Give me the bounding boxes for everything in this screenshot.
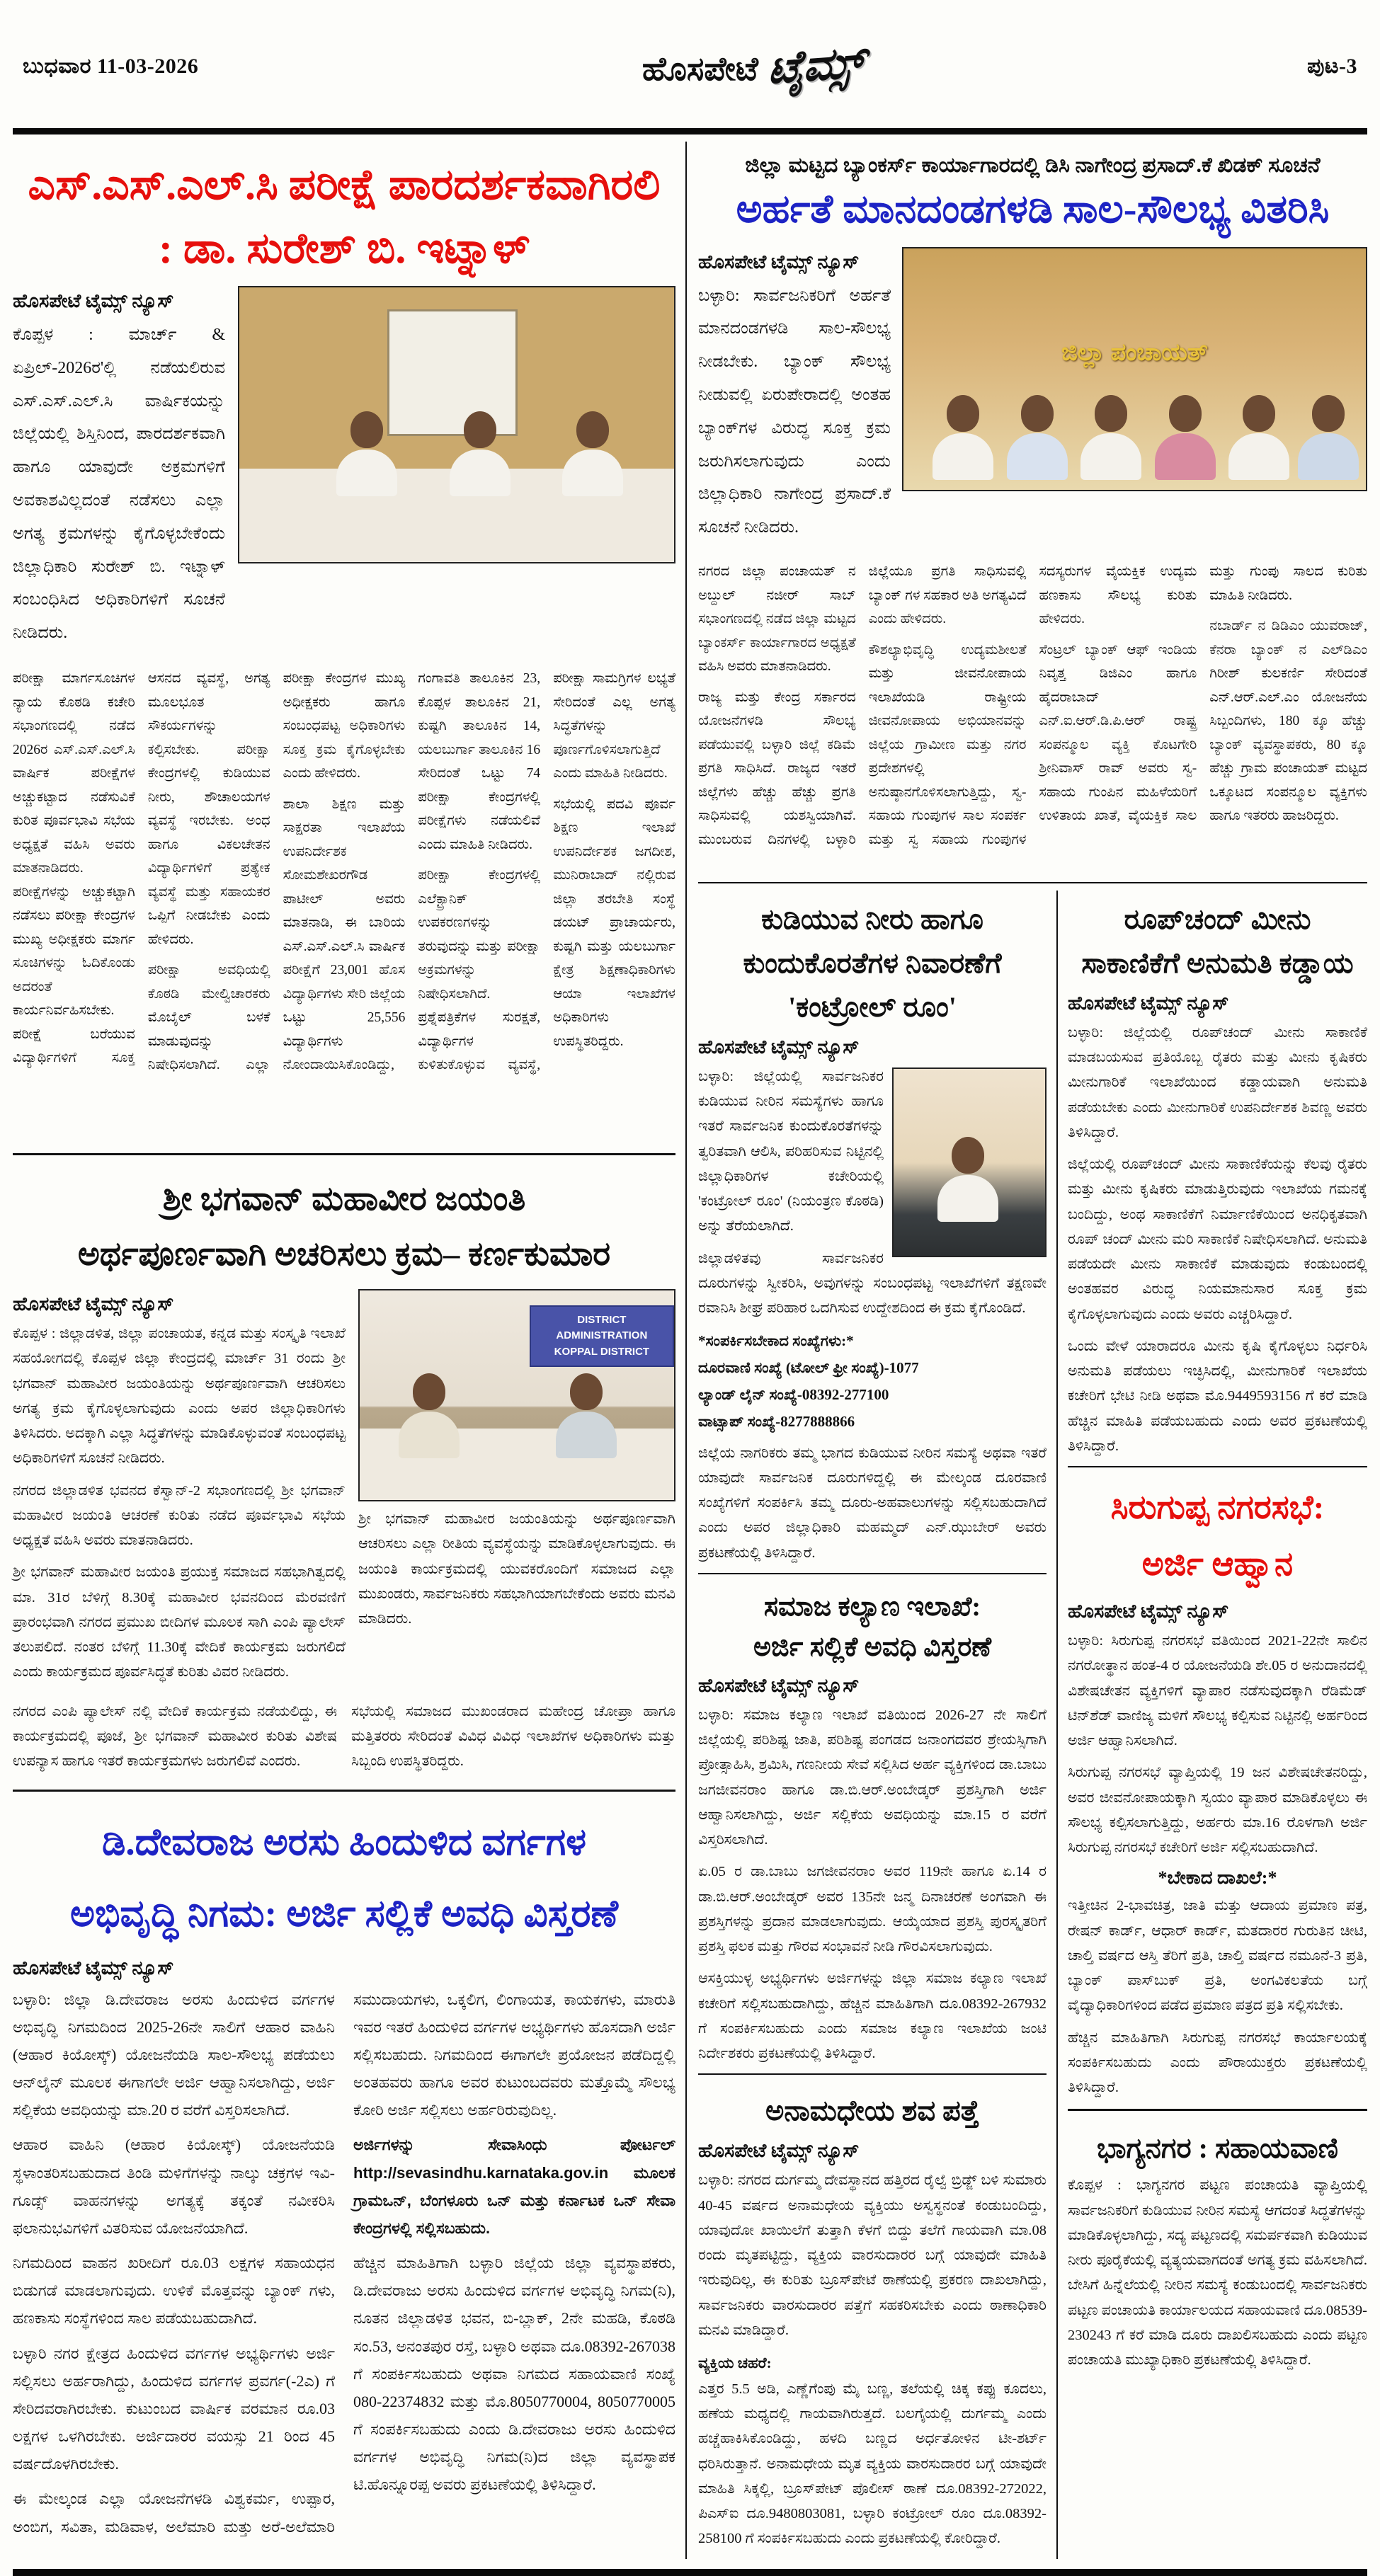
- person-features-label: ವ್ಯಕ್ತಿಯ ಚಹರೆ:: [698, 2354, 772, 2372]
- mahaveer-left-column: [13, 1289, 346, 1693]
- masthead-row: [13, 4, 1367, 128]
- sslc-paragraph: ಪರೀಕ್ಷಾ ಮಾರ್ಗಸೂಚಿಗಳ ನ್ಯಾಯ ಕೊಠಡಿ ಕಚೇರಿ ಸಭಾಂಗಣದಲ್ಲಿ ನಡೆದ 2026ರ ಎಸ್.ಎಸ್.ಎಲ್.ಸಿ ವಾರ್ಷಿಕ ಪರೀಕ್ಷೆಗಳ ಅಚ್ಚುಕಟ್ಟಾದ ನಡೆಸುವಿಕೆ ಕುರಿತ ಪೂರ್ವಭಾವಿ ಸಭೆಯ ಅಧ್ಯಕ್ಷತೆ ವಹಿಸಿ ಅವರು ಮಾತನಾಡಿದರು. ಪರೀಕ್ಷೆಗಳನ್ನು ಅಚ್ಚುಕಟ್ಟಾಗಿ ನಡೆಸಲು ಪರೀಕ್ಷಾ ಕೇಂದ್ರಗಳ ಮುಖ್ಯ ಅಧೀಕ್ಷಕರು ಮಾರ್ಗ ಸೂಚಿಗಳನ್ನು ಓದಿಕೊಂಡು ಅದರಂತೆ ಕಾರ್ಯನಿರ್ವಹಿಸಬೇಕು. ಪರೀಕ್ಷೆ ಬರೆಯುವ ವಿದ್ಯಾರ್ಥಿಗಳಿಗೆ ಸೂಕ್ತ ಆಸನದ ವ್ಯವಸ್ಥೆ, ಅಗತ್ಯ ಮೂಲಭೂತ ಸೌಕರ್ಯಗಳನ್ನು ಕಲ್ಪಿಸಬೇಕು. ಪರೀಕ್ಷಾ ಕೇಂದ್ರಗಳಲ್ಲಿ ಕುಡಿಯುವ ನೀರು, ಶೌಚಾಲಯಗಳ ವ್ಯವಸ್ಥೆ ಇರಬೇಕು. ಅಂಧ ಹಾಗೂ ವಿಕಲಚೇತನ ವಿದ್ಯಾರ್ಥಿಗಳಿಗೆ ಪ್ರತ್ಯೇಕ ವ್ಯವಸ್ಥೆ ಮತ್ತು ಸಹಾಯಕರ ಒಪ್ಪಿಗೆ ನೀಡಬೇಕು ಎಂದು ಹೇಳಿದರು.: [13, 670, 270, 1066]
- article-sslc-exam: [13, 142, 675, 1145]
- devaraj-headline: ಡಿ.ದೇವರಾಜ ಅರಸು ಹಿಂದುಳಿದ ವರ್ಗಗಳ ಅಭಿವೃದ್ಧಿ ನಿಗಮ: ಅರ್ಜಿ ಸಲ್ಲಿಕೆ ಅವಧಿ ವಿಸ್ತರಣೆ: [70, 1822, 618, 1935]
- devaraj-sevasindhu-paragraph: ಅರ್ಜಿಗಳನ್ನು ಸೇವಾಸಿಂಧು ಪೋರ್ಟಲ್ http://sevasindhu.karnataka.gov.in ಮೂಲಕ ಗ್ರಾಮಒನ್, ಬೆಂಗಳೂರು ಒನ್ ಮತ್ತು ಕರ್ನಾಟಕ ಒನ್ ಸೇವಾ ಕೇಂದ್ರಗಳಲ್ಲಿ ಸಲ್ಲಿಸಬಹುದು.: [353, 2136, 675, 2237]
- attendee-figure: [931, 395, 995, 480]
- district-administration-sign: DISTRICT ADMINISTRATION KOPPAL DISTRICT: [530, 1305, 674, 1368]
- siruguppa-closing: ಹೆಚ್ಚಿನ ಮಾಹಿತಿಗಾಗಿ ಸಿರುಗುಪ್ಪ ನಗರಸಭೆ ಕಾರ್ಯಾಲಯಕ್ಕೆ ಸಂಪರ್ಕಿಸಬಹುದು ಎಂದು ಪೌರಾಯುಕ್ತರು ಪ್ರಕಟಣೆಯಲ್ಲಿ ತಿಳಿಸಿದ್ದಾರೆ.: [1068, 2030, 1367, 2095]
- devaraj-byline: ಹೊಸಪೇಟೆ ಟೈಮ್ಸ್ ನ್ಯೂಸ್: [13, 1957, 174, 1979]
- bankers-kicker: ಜಿಲ್ಲಾ ಮಟ್ಟದ ಬ್ಯಾಂಕರ್ಸ್ ಕಾರ್ಯಾಗಾರದಲ್ಲಿ ಡಿಸಿ ನಾಗೇಂದ್ರ ಪ್ರಸಾದ್.ಕೆ ಖಿಡಕ್ ಸೂಚನೆ: [745, 154, 1321, 177]
- mahaveer-paragraph: ನಗರದ ಎಂಪಿ ಪ್ಯಾಲೇಸ್ ನಲ್ಲಿ ವೇದಿಕೆ ಕಾರ್ಯಕ್ರಮ ನಡೆಯಲಿದ್ದು, ಈ ಕಾರ್ಯಕ್ರಮದಲ್ಲಿ ಪೂಜೆ, ಶ್ರೀ ಭಗವಾನ್ ಮಹಾವೀರ ಕುರಿತು ವಿಶೇಷ ಉಪನ್ಯಾಸ ಹಾಗೂ ಇತರೆ ಕಾರ್ಯಕ್ರಮಗಳು ಜರುಗಲಿವೆ ಎಂದರು.: [13, 1703, 337, 1770]
- masthead: [641, 38, 865, 93]
- mahaveer-byline: ಹೊಸಪೇಟೆ ಟೈಮ್ಸ್ ನ್ಯೂಸ್: [13, 1293, 174, 1315]
- bankers-byline: ಹೊಸಪೇಟೆ ಟೈಮ್ಸ್ ನ್ಯೂಸ್: [698, 251, 860, 273]
- control-room-paragraph: ಜಿಲ್ಲಾಡಳಿತವು ಸಾರ್ವಜನಿಕರ ದೂರುಗಳನ್ನು ಸ್ವೀಕರಿಸಿ, ಅವುಗಳನ್ನು ಸಂಬಂಧಪಟ್ಟ ಇಲಾಖೆಗಳಿಗೆ ತಕ್ಷಣವೇ ರವಾನಿಸಿ ಶೀಘ್ರ ಪರಿಹಾರ ಒದಗಿಸುವ ಉದ್ದೇಶದಿಂದ ಈ ಕ್ರಮ ಕೈಗೊಂಡಿದೆ.: [698, 1250, 1047, 1317]
- shava-headline: ಅನಾಮಧೇಯ ಶವ ಪತ್ತೆ: [765, 2095, 979, 2127]
- attendee-figure: [1153, 395, 1217, 480]
- sslc-press-meet-photo: [238, 286, 675, 563]
- section-divider: [698, 1573, 1047, 1574]
- sslc-headline: ಎಸ್.ಎಸ್.ಎಲ್.ಸಿ ಪರೀಕ್ಷೆ ಪಾರದರ್ಶಕವಾಗಿರಲಿ : ಡಾ. ಸುರೇಶ್ ಬಿ. ಇಟ್ನಾಳ್: [28, 161, 661, 272]
- mahaveer-paragraph: ಶ್ರೀ ಭಗವಾನ್ ಮಹಾವೀರ ಜಯಂತಿಯನ್ನು ಅರ್ಥಪೂರ್ಣವಾಗಿ ಆಚರಿಸಲು ಎಲ್ಲಾ ರೀತಿಯ ವ್ಯವಸ್ಥೆಯನ್ನು ಮಾಡಿಕೊಳ್ಳಲಾಗುವುದು. ಈ ಜಯಂತಿ ಕಾರ್ಯಕ್ರಮದಲ್ಲಿ ಯುವಕರೊಂದಿಗೆ ಸಮಾಜದ ಎಲ್ಲಾ ಮುಖಂಡರು, ಸಾರ್ವಜನಿಕರು ಸಹಭಾಗಿಯಾಗಬೇಕೆಂದು ಅವರು ಮನವಿ ಮಾಡಿದರು.: [358, 1511, 675, 1627]
- mahaveer-right-column: [358, 1289, 675, 1693]
- section-divider: [13, 1790, 675, 1792]
- sslc-lead: ಕೊಪ್ಪಳ : ಮಾರ್ಚ್ & ಏಪ್ರಿಲ್-2026ರ'ಲ್ಲಿ ನಡೆಯಲಿರುವ ಎಸ್.ಎಸ್.ಎಲ್.ಸಿ ವಾರ್ಷಿಕಯನ್ನು ಜಿಲ್ಲೆಯಲ್ಲಿ ಶಿಸ್ತಿನಿಂದ, ಪಾರದರ್ಶಕವಾಗಿ ಹಾಗೂ ಯಾವುದೇ ಅಕ್ರಮಗಳಿಗೆ ಅವಕಾಶವಿಲ್ಲದಂತೆ ನಡೆಸಲು ಎಲ್ಲಾ ಅಗತ್ಯ ಕ್ರಮಗಳನ್ನು ಕೈಗೊಳ್ಳಬೇಕೆಂದು ಜಿಲ್ಲಾಧಿಕಾರಿ ಸುರೇಶ್ ಬಿ. ಇಟ್ನಾಳ್ ಸಂಬಂಧಿಸಿದ ಅಧಿಕಾರಿಗಳಿಗೆ ಸೂಚನೆ ನೀಡಿದರು.: [13, 326, 225, 643]
- bankers-paragraph: ನಗರದ ಜಿಲ್ಲಾ ಪಂಚಾಯತ್ ನ ಅಬ್ದುಲ್ ನಜೀರ್ ಸಾಬ್ ಸಭಾಂಗಣದಲ್ಲಿ ನಡೆದ ಜಿಲ್ಲಾ ಮಟ್ಟದ ಬ್ಯಾಂಕರ್ಸ್ ಕಾರ್ಯಾಗಾರದ ಅಧ್ಯಕ್ಷತೆ ವಹಿಸಿ ಅವರು ಮಾತನಾಡಿದರು.: [698, 563, 856, 675]
- devaraj-paragraph: ಆಹಾರ ವಾಹಿನಿ (ಆಹಾರ ಕಿಯೋಸ್ಕ್) ಯೋಜನೆಯಡಿ ಸ್ಥಳಾಂತರಿಸಬಹುದಾದ ತಿಂಡಿ ಮಳಿಗೆಗಳನ್ನು ನಾಲ್ಕು ಚಕ್ರಗಳ ಇವಿ-ಗೂಡ್ಸ್ ವಾಹನಗಳನ್ನು ಅಗತ್ಯಕ್ಕೆ ತಕ್ಕಂತೆ ನವೀಕರಿಸಿ ಫಲಾನುಭವಿಗಳಿಗೆ ವಿತರಿಸುವ ಯೋಜನೆಯಾಗಿದೆ.: [13, 2136, 335, 2237]
- siruguppa-documents-paragraph: ಇತ್ತೀಚಿನ 2-ಭಾವಚಿತ್ರ, ಜಾತಿ ಮತ್ತು ಆದಾಯ ಪ್ರಮಾಣ ಪತ್ರ, ರೇಷನ್ ಕಾರ್ಡ್, ಆಧಾರ್ ಕಾರ್ಡ್, ಮತದಾರರ ಗುರುತಿನ ಚೀಟಿ, ಚಾಲ್ತಿ ವರ್ಷದ ಆಸ್ತಿ ತೆರಿಗೆ ಪ್ರತಿ, ಚಾಲ್ತಿ ವರ್ಷದ ನಮೂನೆ-3 ಪ್ರತಿ, ಬ್ಯಾಂಕ್ ಪಾಸ್‌ಬುಕ್ ಪ್ರತಿ, ಅಂಗವಿಕಲತೆಯ ಬಗ್ಗೆ ವೈದ್ಯಾಧಿಕಾರಿಗಳಿಂದ ಪಡೆದ ಪ್ರಮಾಣ ಪತ್ರದ ಪ್ರತಿ ಸಲ್ಲಿಸಬೇಕು.: [1068, 1898, 1367, 2014]
- sslc-body-columns: [13, 667, 675, 1145]
- bankers-lead-column: [698, 247, 891, 551]
- official-figure: [397, 1373, 461, 1458]
- article-control-room: [698, 891, 1047, 1566]
- siruguppa-byline: ಹೊಸಪೇಟೆ ಟೈಮ್ಸ್ ನ್ಯೂಸ್: [1068, 1601, 1229, 1622]
- officer-at-desk-photo: [892, 1067, 1047, 1257]
- article-samaja-kalyana: [698, 1581, 1047, 2067]
- devaraj-paragraph: ನಿಗಮದಿಂದ ವಾಹನ ಖರೀದಿಗೆ ರೂ.03 ಲಕ್ಷಗಳ ಸಹಾಯಧನ ಬಿಡುಗಡೆ ಮಾಡಲಾಗುವುದು. ಉಳಿಕೆ ಮೊತ್ತವನ್ನು ಬ್ಯಾಂಕ್ ಗಳು, ಹಣಕಾಸು ಸಂಸ್ಥೆಗಳಿಂದ ಸಾಲ ಪಡೆಯಬಹುದಾಗಿದೆ.: [13, 2254, 335, 2328]
- article-unidentified-body: [698, 2082, 1047, 2551]
- mahaveer-headline: ಶ್ರೀ ಭಗವಾನ್ ಮಹಾವೀರ ಜಯಂತಿ ಅರ್ಥಪೂರ್ಣವಾಗಿ ಅಚರಿಸಲು ಕ್ರಮ– ಕರ್ಣಕುಮಾರ: [77, 1180, 611, 1273]
- devaraj-paragraph: ಬಳ್ಳಾರಿ: ಜಿಲ್ಲಾ ಡಿ.ದೇವರಾಜ ಅರಸು ಹಿಂದುಳಿದ ವರ್ಗಗಳ ಅಭಿವೃದ್ಧಿ ನಿಗಮದಿಂದ 2025-26ನೇ ಸಾಲಿಗೆ ಆಹಾರ ವಾಹಿನಿ (ಆಹಾರ ಕಿಯೋಸ್ಕ್) ಯೋಜನೆಯಡಿ ಸಾಲ-ಸೌಲಭ್ಯ ಪಡೆಯಲು ಆನ್‌ಲೈನ್ ಮೂಲಕ ಈಗಾಗಲೇ ಅರ್ಜಿ ಆಹ್ವಾನಿಸಲಾಗಿದ್ದು, ಅರ್ಜಿ ಸಲ್ಲಿಕೆಯ ಅವಧಿಯನ್ನು ಮಾ.20 ರ ವರೆಗೆ ವಿಸ್ತರಿಸಲಾಗಿದೆ.: [13, 1990, 335, 2119]
- page-bottom-rule: [13, 2569, 1367, 2576]
- masthead-name: ಹೊಸಪೇಟೆ: [641, 51, 758, 87]
- section-divider: [698, 2073, 1047, 2075]
- siruguppa-paragraph: ಸಿರುಗುಪ್ಪ ನಗರಸಭೆ ವ್ಯಾಪ್ತಿಯಲ್ಲಿ 19 ಜನ ವಿಶೇಷಚೇತನರಿದ್ದು, ಅವರ ಜೀವನೋಪಾಯಕ್ಕಾಗಿ ಸ್ವಯಂ ವ್ಯಾಪಾರ ಮಾಡಿಕೊಳ್ಳಲು ಈ ಸೌಲಭ್ಯ ಕಲ್ಪಿಸಲಾಗುತ್ತಿದ್ದು, ಅರ್ಹರು ಮಾ.16 ರೊಳಗಾಗಿ ಅರ್ಜಿ ಸಿರುಗುಪ್ಪ ನಗರಸಭೆ ಕಚೇರಿಗೆ ಅರ್ಜಿ ಸಲ್ಲಿಸಬಹುದಾಗಿದೆ.: [1068, 1765, 1367, 1855]
- sslc-byline: ಹೊಸಪೇಟೆ ಟೈಮ್ಸ್ ನ್ಯೂಸ್: [13, 290, 174, 311]
- official-figure: [554, 1373, 618, 1458]
- tollfree-number: ದೂರವಾಣಿ ಸಂಖ್ಯೆ (ಟೋಲ್ ಫ್ರೀ ಸಂಖ್ಯೆ)-1077: [698, 1359, 919, 1377]
- samaja-paragraph: ಆಸಕ್ತಿಯುಳ್ಳ ಅಭ್ಯರ್ಥಿಗಳು ಅರ್ಜಿಗಳನ್ನು ಜಿಲ್ಲಾ ಸಮಾಜ ಕಲ್ಯಾಣ ಇಲಾಖೆ ಕಚೇರಿಗೆ ಸಲ್ಲಿಸಬಹುದಾಗಿದ್ದು, ಹೆಚ್ಚಿನ ಮಾಹಿತಿಗಾಗಿ ದೂ.08392-267932 ಗೆ ಸಂಪರ್ಕಿಸಬಹುದು ಎಂದು ಸಮಾಜ ಕಲ್ಯಾಣ ಇಲಾಖೆಯ ಜಂಟಿ ನಿರ್ದೇಶಕರು ಪ್ರಕಟಣೆಯಲ್ಲಿ ತಿಳಿಸಿದ್ದಾರೆ.: [698, 1971, 1047, 2062]
- attendee-figure: [1296, 395, 1360, 480]
- roopchand-paragraph: ಒಂದು ವೇಳೆ ಯಾರಾದರೂ ಮೀನು ಕೃಷಿ ಕೈಗೊಳ್ಳಲು ನಿರ್ಧರಿಸಿ ಅನುಮತಿ ಪಡೆಯಲು ಇಚ್ಛಿಸಿದಲ್ಲಿ, ಮೀನುಗಾರಿಕೆ ಇಲಾಖೆಯ ಕಚೇರಿಗೆ ಭೇಟಿ ನೀಡಿ ಅಥವಾ ಮೊ.9449593156 ಗೆ ಕರೆ ಮಾಡಿ ಹೆಚ್ಚಿನ ಮಾಹಿತಿ ಪಡೆಯಬಹುದು ಎಂದು ಅವರ ಪ್ರಕಟಣೆಯಲ್ಲಿ ತಿಳಿಸಿದ್ದಾರೆ.: [1068, 1338, 1367, 1454]
- middle-sub-column: [698, 891, 1058, 2559]
- attendee-figure: [1227, 395, 1291, 480]
- official-figure: [561, 411, 625, 496]
- control-room-closing: ಜಿಲ್ಲೆಯ ನಾಗರಿಕರು ತಮ್ಮ ಭಾಗದ ಕುಡಿಯುವ ನೀರಿನ ಸಮಸ್ಯೆ ಅಥವಾ ಇತರೆ ಯಾವುದೇ ಸಾರ್ವಜನಿಕ ದೂರುಗಳಿದ್ದಲ್ಲಿ ಈ ಮೇಲ್ಕಂಡ ದೂರವಾಣಿ ಸಂಖ್ಯೆಗಳಿಗೆ ಸಂಪರ್ಕಿಸಿ ತಮ್ಮ ದೂರು-ಅಹವಾಲುಗಳನ್ನು ಸಲ್ಲಿಸಬಹುದಾಗಿದೆ ಎಂದು ಅಪರ ಜಿಲ್ಲಾಧಿಕಾರಿ ಮಹಮ್ಮದ್ ಎನ್.ಝುಬೇರ್ ಅವರು ಪ್ರಕಟಣೆಯಲ್ಲಿ ತಿಳಿಸಿದ್ದಾರೆ.: [698, 1445, 1047, 1561]
- roopchand-paragraph: ಬಳ್ಳಾರಿ: ಜಿಲ್ಲೆಯಲ್ಲಿ ರೂಪ್‌ಚಂದ್ ಮೀನು ಸಾಕಾಣಿಕೆ ಮಾಡಬಯಸುವ ಪ್ರತಿಯೊಬ್ಬ ರೈತರು ಮತ್ತು ಮೀನು ಕೃಷಿಕರು ಮೀನುಗಾರಿಕೆ ಇಲಾಖೆಯಿಂದ ಕಡ್ಡಾಯವಾಗಿ ಅನುಮತಿ ಪಡೆಯಬೇಕು ಎಂದು ಮೀನುಗಾರಿಕೆ ಉಪನಿರ್ದೇಶಕ ಶಿವಣ್ಣ ಅವರು ತಿಳಿಸಿದ್ದಾರೆ.: [1068, 1024, 1367, 1140]
- samaja-paragraph: ಬಳ್ಳಾರಿ: ಸಮಾಜ ಕಲ್ಯಾಣ ಇಲಾಖೆ ವತಿಯಿಂದ 2026-27 ನೇ ಸಾಲಿಗೆ ಜಿಲ್ಲೆಯಲ್ಲಿ ಪರಿಶಿಷ್ಟ ಜಾತಿ, ಪರಿಶಿಷ್ಟ ಪಂಗಡದ ಜನಾಂಗದವರ ಶ್ರೇಯಸ್ಸಿಗಾಗಿ ಪ್ರೋತ್ಸಾಹಿಸಿ, ಶ್ರಮಿಸಿ, ಗಣನೀಯ ಸೇವೆ ಸಲ್ಲಿಸಿದ ಅರ್ಹ ವ್ಯಕ್ತಿಗಳಿಂದ ಡಾ.ಬಾಬು ಜಗಜೀವನರಾಂ ಹಾಗೂ ಡಾ.ಬಿ.ಆರ್.ಅಂಬೇಡ್ಕರ್ ಪ್ರಶಸ್ತಿಗಾಗಿ ಅರ್ಜಿ ಆಹ್ವಾನಿಸಲಾಗಿದ್ದು, ಅರ್ಜಿ ಸಲ್ಲಿಕೆಯ ಅವಧಿಯನ್ನು ಮಾ.15 ರ ವರೆಗೆ ವಿಸ್ತರಿಸಲಾಗಿದೆ.: [698, 1707, 1047, 1848]
- control-room-byline: ಹೊಸಪೇಟೆ ಟೈಮ್ಸ್ ನ್ಯೂಸ್: [698, 1036, 860, 1058]
- roopchand-byline: ಹೊಸಪೇಟೆ ಟೈಮ್ಸ್ ನ್ಯೂಸ್: [1068, 992, 1229, 1014]
- sslc-paragraph: ಪರೀಕ್ಷಾ ಕೇಂದ್ರಗಳಲ್ಲಿ ಎಲೆಕ್ಟ್ರಾನಿಕ್ ಉಪಕರಣಗಳನ್ನು ತರುವುದನ್ನು ಮತ್ತು ಪರೀಕ್ಷಾ ಅಕ್ರಮಗಳನ್ನು ನಿಷೇಧಿಸಲಾಗಿದೆ. ಪ್ರಶ್ನೆಪತ್ರಿಕೆಗಳ ಸುರಕ್ಷತೆ, ವಿದ್ಯಾರ್ಥಿಗಳ ಕುಳಿತುಕೊಳ್ಳುವ ವ್ಯವಸ್ಥೆ, ಪರೀಕ್ಷಾ ಸಾಮಗ್ರಿಗಳ ಲಭ್ಯತೆ ಸೇರಿದಂತೆ ಎಲ್ಲ ಅಗತ್ಯ ಸಿದ್ಧತೆಗಳನ್ನು ಪೂರ್ಣಗೊಳಿಸಲಾಗುತ್ತಿದೆ ಎಂದು ಮಾಹಿತಿ ನೀಡಿದರು.: [418, 670, 675, 1073]
- samaja-headline: ಸಮಾಜ ಕಲ್ಯಾಣ ಇಲಾಖೆ: ಅರ್ಜಿ ಸಲ್ಲಿಕೆ ಅವಧಿ ವಿಸ್ತರಣೆ: [753, 1591, 991, 1662]
- bhagyanagara-paragraph: ಕೊಪ್ಪಳ : ಭಾಗ್ಯನಗರ ಪಟ್ಟಣ ಪಂಚಾಯತಿ ವ್ಯಾಪ್ತಿಯಲ್ಲಿ ಸಾರ್ವಜನಿಕರಿಗೆ ಕುಡಿಯುವ ನೀರಿನ ಸಮಸ್ಯೆ ಆಗದಂತೆ ಸಿದ್ಧತೆಗಳನ್ನು ಮಾಡಿಕೊಳ್ಳಲಾಗಿದ್ದು, ಸದ್ಯ ಪಟ್ಟಣದಲ್ಲಿ ಸಮರ್ಪಕವಾಗಿ ಕುಡಿಯುವ ನೀರು ಪೂರೈಕೆಯಲ್ಲಿ ವ್ಯತ್ಯಯವಾಗದಂತೆ ಅಗತ್ಯ ಕ್ರಮ ವಹಿಸಲಾಗಿದೆ. ಬೇಸಿಗೆ ಹಿನ್ನೆಲೆಯಲ್ಲಿ ನೀರಿನ ಸಮಸ್ಯೆ ಕಂಡುಬಂದಲ್ಲಿ ಸಾರ್ವಜನಿಕರು ಪಟ್ಟಣ ಪಂಚಾಯತಿ ಕಾರ್ಯಾಲಯದ ಸಹಾಯವಾಣಿ ದೂ.08539-230243 ಗೆ ಕರೆ ಮಾಡಿ ದೂರು ದಾಖಲಿಸಬಹುದು ಎಂದು ಪಟ್ಟಣ ಪಂಚಾಯತಿ ಮುಖ್ಯಾಧಿಕಾರಿ ಪ್ರಕಟಣೆಯಲ್ಲಿ ತಿಳಿಸಿದ್ದಾರೆ.: [1068, 2177, 1367, 2368]
- sslc-paragraph: ಶಾಲಾ ಶಿಕ್ಷಣ ಮತ್ತು ಸಾಕ್ಷರತಾ ಇಲಾಖೆಯ ಉಪನಿರ್ದೇಶಕ ಸೋಮಶೇಖರಗೌಡ ಪಾಟೀಲ್ ಅವರು ಮಾತನಾಡಿ, ಈ ಬಾರಿಯ ಎಸ್.ಎಸ್.ಎಲ್.ಸಿ ವಾರ್ಷಿಕ ಪರೀಕ್ಷೆಗೆ 23,001 ಹೊಸ ವಿದ್ಯಾರ್ಥಿಗಳು ಸೇರಿ ಜಿಲ್ಲೆಯ ಒಟ್ಟು 25,556 ವಿದ್ಯಾರ್ಥಿಗಳು ನೋಂದಾಯಿಸಿಕೊಂಡಿದ್ದು, ಗಂಗಾವತಿ ತಾಲೂಕಿನ 23, ಕೊಪ್ಪಳ ತಾಲೂಕಿನ 21, ಕುಷ್ಟಗಿ ತಾಲೂಕಿನ 14, ಯಲಬುರ್ಗಾ ತಾಲೂಕಿನ 16 ಸೇರಿದಂತೆ ಒಟ್ಟು 74 ಪರೀಕ್ಷಾ ಕೇಂದ್ರಗಳಲ್ಲಿ ಪರೀಕ್ಷೆಗಳು ನಡೆಯಲಿವೆ ಎಂದು ಮಾಹಿತಿ ನೀಡಿದರು.: [283, 670, 541, 1073]
- landline-number: ಲ್ಯಾಂಡ್ ಲೈನ್ ಸಂಖ್ಯೆ-08392-277100: [698, 1386, 889, 1404]
- devaraj-paragraph: ಬಳ್ಳಾರಿ ನಗರ ಕ್ಷೇತ್ರದ ಹಿಂದುಳಿದ ವರ್ಗಗಳ ಅಭ್ಯರ್ಥಿಗಳು ಅರ್ಜಿ ಸಲ್ಲಿಸಲು ಅರ್ಹರಾಗಿದ್ದು, ಹಿಂದುಳಿದ ವರ್ಗಗಳ ಪ್ರವರ್ಗ(-2ಎ) ಗೆ ಸೇರಿದವರಾಗಿರಬೇಕು. ಕುಟುಂಬದ ವಾರ್ಷಿಕ ವರಮಾನ ರೂ.03 ಲಕ್ಷಗಳ ಒಳಗಿರಬೇಕು. ಅರ್ಜಿದಾರರ ವಯಸ್ಸು 21 ರಿಂದ 45 ವರ್ಷದೊಳಗಿರಬೇಕು.: [13, 2344, 335, 2473]
- roopchand-paragraph: ಜಿಲ್ಲೆಯಲ್ಲಿ ರೂಪ್‌ಚಂದ್ ಮೀನು ಸಾಕಾಣಿಕೆಯನ್ನು ಕೆಲವು ರೈತರು ಮತ್ತು ಮೀನು ಕೃಷಿಕರು ಮಾಡುತ್ತಿರುವುದು ಇಲಾಖೆಯ ಗಮನಕ್ಕೆ ಬಂದಿದ್ದು, ಅಂಥ ಸಾಕಾಣಿಕೆಗೆ ನಿರ್ಮಾಣಿಕೆಯಿಂದ ಅನಧಿಕೃತವಾಗಿ ರೂಪ್ ಚಂದ್ ಮೀನು ಮರಿ ಸಾಕಾಣಿಕೆ ನಿಷೇಧಿಸಲಾಗಿದೆ. ಅನುಮತಿ ಪಡೆಯದೇ ಮೀನು ಸಾಕಾಣಿಕೆ ಮಾಡುವುದು ಕಂಡುಬಂದಲ್ಲಿ ಅಂತಹವರ ವಿರುದ್ಧ ನಿಯಮಾನುಸಾರ ಸೂಕ್ತ ಕ್ರಮ ಕೈಗೊಳ್ಳಲಾಗುವುದು ಎಂದು ಅವರು ಎಚ್ಚರಿಸಿದ್ದಾರೆ.: [1068, 1157, 1367, 1322]
- mahaveer-paragraph: ನಗರದ ಜಿಲ್ಲಾಡಳಿತ ಭವನದ ಕೆಸ್ವಾನ್-2 ಸಭಾಂಗಣದಲ್ಲಿ ಶ್ರೀ ಭಗವಾನ್ ಮಹಾವೀರ ಜಯಂತಿ ಆಚರಣೆ ಕುರಿತು ನಡೆದ ಪೂರ್ವಭಾವಿ ಸಭೆಯ ಅಧ್ಯಕ್ಷತೆ ವಹಿಸಿ ಅವರು ಮಾತನಾಡಿದರು.: [13, 1482, 346, 1549]
- attendee-figure: [1005, 395, 1069, 480]
- mahaveer-tail-columns: [13, 1700, 675, 1782]
- sslc-lead-column: [13, 286, 225, 657]
- shava-features-paragraph: ಎತ್ತರ 5.5 ಅಡಿ, ಎಣ್ಣೆಗೆಂಪು ಮೈ ಬಣ್ಣ, ತಲೆಯಲ್ಲಿ ಚಿಕ್ಕ ಕಪ್ಪು ಕೂದಲು, ಹಣೆಯ ಮಧ್ಯದಲ್ಲಿ ಗಾಯವಾಗಿರುತ್ತದೆ. ಬಲಗೈಯಲ್ಲಿ ದುರ್ಗಮ್ಮ ಎಂದು ಹಚ್ಚೆಹಾಕಿಸಿಕೊಂಡಿದ್ದು, ಹಳದಿ ಬಣ್ಣದ ಅರ್ಧತೋಳಿನ ಟೀ-ಶರ್ಟ್ ಧರಿಸಿರುತ್ತಾನೆ. ಅನಾಮಧೇಯ ಮೃತ ವ್ಯಕ್ತಿಯ ವಾರಸುದಾರರ ಬಗ್ಗೆ ಯಾವುದೇ ಮಾಹಿತಿ ಸಿಕ್ಕಲ್ಲಿ, ಬ್ರೂಸ್‌ಪೇಟ್ ಪೊಲೀಸ್ ಠಾಣೆ ದೂ.08392-272022, ಪಿಎಸ್‌ಐ ದೂ.9480803081, ಬಳ್ಳಾರಿ ಕಂಟ್ರೋಲ್ ರೂಂ ದೂ.08392-258100 ಗೆ ಸಂಪರ್ಕಿಸಬಹುದು ಎಂದು ಪ್ರಕಟಣೆಯಲ್ಲಿ ಕೋರಿದ್ದಾರೆ.: [698, 2381, 1047, 2547]
- bankers-paragraph: ನಬಾರ್ಡ್ ನ ಡಿಡಿಎಂ ಯುವರಾಜ್, ಕೆನರಾ ಬ್ಯಾಂಕ್ ನ ಎಲ್‌ಡಿಎಂ ಗಿರೀಶ್ ಕುಲಕರ್ಣಿ ಸೇರಿದಂತೆ ಎನ್.ಆರ್.ಎಲ್.ಎಂ ಯೋಜನೆಯ ಸಿಬ್ಬಂದಿಗಳು, 180 ಕ್ಕೂ ಹೆಚ್ಚು ಬ್ಯಾಂಕ್ ವ್ಯವಸ್ಥಾಪಕರು, 80 ಕ್ಕೂ ಹೆಚ್ಚು ಗ್ರಾಮ ಪಂಚಾಯತ್ ಮಟ್ಟದ ಒಕ್ಕೂಟದ ಸಂಪನ್ಮೂಲ ವ್ಯಕ್ತಿಗಳು ಹಾಗೂ ಇತರರು ಹಾಜರಿದ್ದರು.: [1209, 619, 1367, 824]
- page-number: ಪುಟ-3: [1306, 54, 1357, 78]
- bankers-headline: ಅರ್ಹತೆ ಮಾನದಂಡಗಳಡಿ ಸಾಲ-ಸೌಲಭ್ಯ ವಿತರಿಸಿ: [736, 188, 1330, 231]
- whatsapp-number: ವಾಟ್ಸಾಪ್ ಸಂಖ್ಯೆ-8277888866: [698, 1412, 855, 1430]
- bankers-paragraph: ಸೆಂಟ್ರಲ್ ಬ್ಯಾಂಕ್ ಆಫ್ ಇಂಡಿಯ ನಿವೃತ್ತ ಡಿಜಿಎಂ ಹಾಗೂ ಹೈದರಾಬಾದ್ ಎನ್.ಐ.ಆರ್.ಡಿ.ಪಿ.ಆರ್ ರಾಷ್ಟ್ರ ಸಂಪನ್ಮೂಲ ವ್ಯಕ್ತಿ ಕೊಟಗೇರಿ ಶ್ರೀನಿವಾಸ್ ರಾವ್ ಅವರು ಸ್ವ-ಸಹಾಯ ಗುಂಪಿನ ಮಹಿಳೆಯರಿಗೆ ಉಳಿತಾಯ ಖಾತೆ, ವೈಯಕ್ತಿಕ ಸಾಲ ಮತ್ತು ಗುಂಪು ಸಾಲದ ಕುರಿತು ಮಾಹಿತಿ ನೀಡಿದರು.: [1039, 563, 1367, 824]
- section-divider: [13, 1153, 675, 1155]
- bhagyanagara-headline: ಭಾಗ್ಯನಗರ : ಸಹಾಯವಾಣಿ: [1097, 2132, 1338, 2165]
- official-figure: [335, 411, 399, 496]
- section-divider: [1068, 2109, 1367, 2111]
- right-half: [685, 142, 1367, 2559]
- article-siruguppa-municipality: [1068, 1475, 1367, 2100]
- bankers-paragraph: ರಾಜ್ಯ ಮತ್ತು ಕೇಂದ್ರ ಸರ್ಕಾರದ ಯೋಜನೆಗಳಡಿ ಸೌಲಭ್ಯ ಪಡೆಯುವಲ್ಲಿ ಬಳ್ಳಾರಿ ಜಿಲ್ಲೆ ಕಡಿಮೆ ಪ್ರಗತಿ ಸಾಧಿಸಿದೆ. ರಾಜ್ಯದ ಇತರೆ ಜಿಲ್ಲೆಗಳು ಹೆಚ್ಚು ಹೆಚ್ಚು ಪ್ರಗತಿ ಸಾಧಿಸುವಲ್ಲಿ ಯಶಸ್ವಿಯಾಗಿವೆ. ಮುಂಬರುವ ದಿನಗಳಲ್ಲಿ ಬಳ್ಳಾರಿ ಜಿಲ್ಲೆಯೂ ಪ್ರಗತಿ ಸಾಧಿಸುವಲ್ಲಿ ಬ್ಯಾಂಕ್ ಗಳ ಸಹಕಾರ ಅತಿ ಅಗತ್ಯವಿದೆ ಎಂದು ಹೇಳಿದರು.: [698, 563, 1027, 847]
- bankers-body-columns: [698, 560, 1367, 875]
- mahaveer-paragraph: ಕೊಪ್ಪಳ : ಜಿಲ್ಲಾಡಳಿತ, ಜಿಲ್ಲಾ ಪಂಚಾಯತ, ಕನ್ನಡ ಮತ್ತು ಸಂಸ್ಕೃತಿ ಇಲಾಖೆ ಸಹಯೋಗದಲ್ಲಿ ಕೊಪ್ಪಳ ಜಿಲ್ಲಾ ಕೇಂದ್ರದಲ್ಲಿ ಮಾರ್ಚ್ 31 ರಂದು ಶ್ರೀ ಭಗವಾನ್ ಮಹಾವೀರ ಜಯಂತಿಯನ್ನು ಅರ್ಥಪೂರ್ಣವಾಗಿ ಆಚರಿಸಲು ಅಗತ್ಯ ಕ್ರಮ ಕೈಗೊಳ್ಳಲಾಗುವುದು ಎಂದು ಅಪರ ಜಿಲ್ಲಾಧಿಕಾರಿಗಳು ತಿಳಿಸಿದರು. ಅದಕ್ಕಾಗಿ ಎಲ್ಲಾ ಸಿದ್ಧತೆಗಳನ್ನು ಮಾಡಿಕೊಳ್ಳುವಂತೆ ಸಂಬಂಧಪಟ್ಟ ಅಧಿಕಾರಿಗಳಿಗೆ ಸೂಚನೆ ನೀಡಿದರು.: [13, 1326, 346, 1467]
- attendee-figure: [1079, 395, 1143, 480]
- samaja-byline: ಹೊಸಪೇಟೆ ಟೈಮ್ಸ್ ನ್ಯೂಸ್: [698, 1674, 860, 1696]
- article-bankers-workshop: [698, 142, 1367, 875]
- official-figure: [448, 411, 512, 496]
- koppal-meeting-photo: [358, 1289, 675, 1501]
- article-bhagyanagara-helpline: [1068, 2119, 1367, 2373]
- bankers-workshop-photo: [902, 247, 1367, 491]
- officer-figure: [936, 1137, 1000, 1222]
- devaraj-paragraph: ಈ ಮೇಲ್ಕಂಡ ಎಲ್ಲಾ ಯೋಜನೆಗಳಡಿ ವಿಶ್ವಕರ್ಮ, ಉಪ್ಪಾರ, ಅಂಬಿಗ, ಸವಿತಾ, ಮಡಿವಾಳ, ಅಲೆಮಾರಿ ಮತ್ತು ಅರೆ-ಅಲೆಮಾರಿ ಸಮುದಾಯಗಳು, ಒಕ್ಕಲಿಗ, ಲಿಂಗಾಯತ, ಕಾಯಕಗಳು, ಮಾರುತಿ ಇವರ ಇತರೆ ಹಿಂದುಳಿದ ವರ್ಗಗಳ ಅಭ್ಯರ್ಥಿಗಳು ಹೊಸದಾಗಿ ಅರ್ಜಿ ಸಲ್ಲಿಸಬಹುದು. ನಿಗಮದಿಂದ ಈಗಾಗಲೇ ಪ್ರಯೋಜನ ಪಡೆದಿದ್ದಲ್ಲಿ ಅಂತಹವರು ಹಾಗೂ ಅವರ ಕುಟುಂಬದವರು ಮತ್ತೊಮ್ಮೆ ಸೌಲಭ್ಯ ಕೋರಿ ಅರ್ಜಿ ಸಲ್ಲಿಸಲು ಅರ್ಹರಿರುವುದಿಲ್ಲ.: [13, 1990, 675, 2536]
- right-sub-column: [1058, 891, 1367, 2559]
- contacts-heading: *ಸಂಪರ್ಕಿಸಬೇಕಾದ ಸಂಖ್ಯೆಗಳು:*: [698, 1332, 854, 1350]
- mahaveer-paragraph: ಶ್ರೀ ಭಗವಾನ್ ಮಹಾವೀರ ಜಯಂತಿ ಪ್ರಯುಕ್ತ ಸಮಾಜದ ಸಹಭಾಗಿತ್ವದಲ್ಲಿ ಮಾ. 31ರ ಬೆಳಿಗ್ಗೆ 8.30ಕ್ಕೆ ಮಹಾವೀರ ಭವನದಿಂದ ಮೆರವಣಿಗೆ ಪ್ರಾರಂಭವಾಗಿ ನಗರದ ಪ್ರಮುಖ ಬೀದಿಗಳ ಮೂಲಕ ಸಾಗಿ ಎಂಪಿ ಪ್ಯಾಲೇಸ್ ತಲುಪಲಿದೆ. ನಂತರ ಬೆಳಿಗ್ಗೆ 11.30ಕ್ಕೆ ವೇದಿಕೆ ಕಾರ್ಯಕ್ರಮ ಜರುಗಲಿದೆ ಎಂದು ಕಾರ್ಯಕ್ರಮದ ಪೂರ್ವಸಿದ್ಧತೆ ಕುರಿತು ವಿವರ ನೀಡಿದರು.: [13, 1564, 346, 1681]
- left-half: [13, 142, 685, 2559]
- samaja-paragraph: ಏ.05 ರ ಡಾ.ಬಾಬು ಜಗಜೀವನರಾಂ ಅವರ 119ನೇ ಹಾಗೂ ಏ.14 ರ ಡಾ.ಬಿ.ಆರ್.ಅಂಬೇಡ್ಕರ್ ಅವರ 135ನೇ ಜನ್ಮ ದಿನಾಚರಣೆ ಅಂಗವಾಗಿ ಈ ಪ್ರಶಸ್ತಿಗಳನ್ನು ಪ್ರದಾನ ಮಾಡಲಾಗುವುದು. ಆಯ್ಕೆಯಾದ ಪ್ರಶಸ್ತಿ ಪುರಸ್ಕೃತರಿಗೆ ಪ್ರಶಸ್ತಿ ಫಲಕ ಮತ್ತು ಗೌರವ ಸಂಭಾವನೆ ನೀಡಿ ಗೌರವಿಸಲಾಗುವುದು.: [698, 1864, 1047, 1955]
- devaraj-contact-paragraph: ಹೆಚ್ಚಿನ ಮಾಹಿತಿಗಾಗಿ ಬಳ್ಳಾರಿ ಜಿಲ್ಲೆಯ ಜಿಲ್ಲಾ ವ್ಯವಸ್ಥಾಪಕರು, ಡಿ.ದೇವರಾಜು ಅರಸು ಹಿಂದುಳಿದ ವರ್ಗಗಳ ಅಭಿವೃದ್ಧಿ ನಿಗಮ(ನಿ), ನೂತನ ಜಿಲ್ಲಾಡಳಿತ ಭವನ, ಬಿ-ಬ್ಲಾಕ್, 2ನೇ ಮಹಡಿ, ಕೊಠಡಿ ಸಂ.53, ಅನಂತಪುರ ರಸ್ತೆ, ಬಳ್ಳಾರಿ ಅಥವಾ ದೂ.08392-267038 ಗೆ ಸಂಪರ್ಕಿಸಬಹುದು ಅಥವಾ ನಿಗಮದ ಸಹಾಯವಾಣಿ ಸಂಖ್ಯೆ 080-22374832 ಮತ್ತು ಮೊ.8050770004, 8050770005 ಗೆ ಸಂಪರ್ಕಿಸಬಹುದು ಎಂದು ಡಿ.ದೇವರಾಜು ಅರಸು ಹಿಂದುಳಿದ ವರ್ಗಗಳ ಅಭಿವೃದ್ಧಿ ನಿಗಮ(ನಿ)ದ ಜಿಲ್ಲಾ ವ್ಯವಸ್ಥಾಪಕ ಟಿ.ಹೊನ್ನೂರಪ್ಪ ಅವರು ಪ್ರಕಟಣೆಯಲ್ಲಿ ತಿಳಿಸಿದ್ದಾರೆ.: [353, 2254, 675, 2494]
- roopchand-headline: ರೂಪ್‌ಚಂದ್ ಮೀನು ಸಾಕಾಣಿಕೆಗೆ ಅನುಮತಿ ಕಡ್ಡಾಯ: [1081, 903, 1354, 979]
- edition-date: ಬುಧವಾರ 11-03-2026: [23, 54, 199, 78]
- section-divider: [698, 882, 1367, 883]
- masthead-logo: ಟೈಮ್ಸ್: [767, 38, 865, 93]
- sslc-paragraph: ಸಭೆಯಲ್ಲಿ ಪದವಿ ಪೂರ್ವ ಶಿಕ್ಷಣ ಇಲಾಖೆ ಉಪನಿರ್ದೇಶಕ ಜಗದೀಶ, ಮುನಿರಾಬಾದ್ ನಲ್ಲಿರುವ ಜಿಲ್ಲಾ ತರಬೇತಿ ಸಂಸ್ಥೆ ಡಯಟ್ ಪ್ರಾಚಾರ್ಯರು, ಕುಷ್ಟಗಿ ಮತ್ತು ಯಲಬುರ್ಗಾ ಕ್ಷೇತ್ರ ಶಿಕ್ಷಣಾಧಿಕಾರಿಗಳು ಆಯಾ ಇಲಾಖೆಗಳ ಅಧಿಕಾರಿಗಳು ಉಪಸ್ಥಿತರಿದ್ದರು.: [553, 796, 675, 1049]
- article-mahaveer-jayanti: [13, 1164, 675, 1781]
- shava-byline: ಹೊಸಪೇಟೆ ಟೈಮ್ಸ್ ನ್ಯೂಸ್: [698, 2140, 860, 2162]
- mahaveer-paragraph: ಸಭೆಯಲ್ಲಿ ಸಮಾಜದ ಮುಖಂಡರಾದ ಮಹೇಂದ್ರ ಚೋಪ್ರಾ ಹಾಗೂ ಮತ್ತಿತರರು ಸೇರಿದಂತೆ ವಿವಿಧ ವಿವಿಧ ಇಲಾಖೆಗಳ ಅಧಿಕಾರಿಗಳು ಮತ್ತು ಸಿಬ್ಬಂದಿ ಉಪಸ್ಥಿತರಿದ್ದರು.: [351, 1703, 675, 1770]
- control-room-headline: ಕುಡಿಯುವ ನೀರು ಹಾಗೂ ಕುಂದುಕೊರತೆಗಳ ನಿವಾರಣೆಗೆ 'ಕಂಟ್ರೋಲ್ ರೂಂ': [743, 903, 1002, 1023]
- section-divider: [1068, 1466, 1367, 1467]
- control-room-paragraph: ಬಳ್ಳಾರಿ: ಜಿಲ್ಲೆಯಲ್ಲಿ ಸಾರ್ವಜನಿಕರ ಕುಡಿಯುವ ನೀರಿನ ಸಮಸ್ಯೆಗಳು ಹಾಗೂ ಇತರೆ ಸಾರ್ವಜನಿಕ ಕುಂದುಕೊರತೆಗಳನ್ನು ತ್ವರಿತವಾಗಿ ಆಲಿಸಿ, ಪರಿಹರಿಸುವ ನಿಟ್ಟಿನಲ್ಲಿ ಜಿಲ್ಲಾಧಿಕಾರಿಗಳ ಕಚೇರಿಯಲ್ಲಿ 'ಕಂಟ್ರೋಲ್ ರೂಂ' (ನಿಯಂತ್ರಣ ಕೊಠಡಿ) ಅನ್ನು ತೆರೆಯಲಾಗಿದೆ.: [698, 1068, 884, 1235]
- sslc-paragraph: ಪರೀಕ್ಷಾ ಅವಧಿಯಲ್ಲಿ ಕೊಠಡಿ ಮೇಲ್ವಿಚಾರಕರು ಮೊಬೈಲ್ ಬಳಕೆ ಮಾಡುವುದನ್ನು ನಿಷೇಧಿಸಲಾಗಿದೆ. ಎಲ್ಲಾ ಪರೀಕ್ಷಾ ಕೇಂದ್ರಗಳ ಮುಖ್ಯ ಅಧೀಕ್ಷಕರು ಹಾಗೂ ಸಂಬಂಧಪಟ್ಟ ಅಧಿಕಾರಿಗಳು ಸೂಕ್ತ ಕ್ರಮ ಕೈಗೊಳ್ಳಬೇಕು ಎಂದು ಹೇಳಿದರು.: [147, 670, 406, 1073]
- article-roopchand-fish: [1068, 891, 1367, 1459]
- siruguppa-headline: ಸಿರುಗುಪ್ಪ ನಗರಸಭೆ: ಅರ್ಜಿ ಆಹ್ವಾನ: [1110, 1489, 1325, 1584]
- siruguppa-paragraph: ಬಳ್ಳಾರಿ: ಸಿರುಗುಪ್ಪ ನಗರಸಭೆ ವತಿಯಿಂದ 2021-22ನೇ ಸಾಲಿನ ನಗರೋತ್ಥಾನ ಹಂತ-4 ರ ಯೋಜನೆಯಡಿ ಶೇ.05 ರ ಅನುದಾನದಲ್ಲಿ ವಿಶೇಷಚೇತನ ವ್ಯಕ್ತಿಗಳಿಗೆ ವ್ಯಾಪಾರ ನಡೆಸುವುದಕ್ಕಾಗಿ ರೆಡಿಮೆಡ್ ಟಿನ್‌ಶೆಡ್ ವಾಣಿಜ್ಯ ಮಳಿಗೆ ಸೌಲಭ್ಯ ಕಲ್ಪಿಸುವ ನಿಟ್ಟಿನಲ್ಲಿ ಅರ್ಹರಿಂದ ಅರ್ಜಿ ಆಹ್ವಾನಿಸಲಾಗಿದೆ.: [1068, 1633, 1367, 1748]
- shava-paragraph: ಬಳ್ಳಾರಿ: ನಗರದ ದುರ್ಗಮ್ಮ ದೇವಸ್ಥಾನದ ಹತ್ತಿರದ ರೈಲ್ವೆ ಬ್ರಿಡ್ಜ್ ಬಳಿ ಸುಮಾರು 40-45 ವರ್ಷದ ಅನಾಮಧೇಯ ವ್ಯಕ್ತಿಯು ಅಸ್ವಸ್ಥನಂತೆ ಕಂಡುಬಂದಿದ್ದು, ಯಾವುದೋ ಖಾಯಿಲೆಗೆ ತುತ್ತಾಗಿ ಕೆಳಗೆ ಬಿದ್ದು ತಲೆಗೆ ಗಾಯವಾಗಿ ಮಾ.08 ರಂದು ಮೃತಪಟ್ಟಿದ್ದು, ವ್ಯಕ್ತಿಯ ವಾರಸುದಾರರ ಬಗ್ಗೆ ಯಾವುದೇ ಮಾಹಿತಿ ಇರುವುದಿಲ್ಲ, ಈ ಕುರಿತು ಬ್ರೂಸ್‌ಪೇಟೆ ಠಾಣೆಯಲ್ಲಿ ಪ್ರಕರಣ ದಾಖಲಾಗಿದ್ದು, ಸಾರ್ವಜನಿಕರು ವಾರಸುದಾರರ ಪತ್ತೆಗೆ ಸಹಕರಿಸಬೇಕು ಎಂದು ಠಾಣಾಧಿಕಾರಿ ಮನವಿ ಮಾಡಿದ್ದಾರೆ.: [698, 2173, 1047, 2338]
- article-devaraj-corporation: [13, 1800, 675, 2540]
- required-documents-heading: *ಬೇಕಾದ ದಾಖಲೆ:*: [1158, 1867, 1277, 1889]
- bankers-lead: ಬಳ್ಳಾರಿ: ಸಾರ್ವಜನಿಕರಿಗೆ ಅರ್ಹತೆ ಮಾನದಂಡಗಳಡಿ ಸಾಲ-ಸೌಲಭ್ಯ ನೀಡಬೇಕು. ಬ್ಯಾಂಕ್ ಸೌಲಭ್ಯ ನೀಡುವಲ್ಲಿ ಏರುಪೇರಾದಲ್ಲಿ ಅಂತಹ ಬ್ಯಾಂಕ್‌ಗಳ ವಿರುದ್ಧ ಸೂಕ್ತ ಕ್ರಮ ಜರುಗಿಸಲಾಗುವುದು ಎಂದು ಜಿಲ್ಲಾಧಿಕಾರಿ ನಾಗೇಂದ್ರ ಪ್ರಸಾದ್.ಕೆ ಸೂಚನೆ ನೀಡಿದರು.: [698, 286, 891, 537]
- devaraj-body-columns: [13, 1986, 675, 2541]
- masthead-rule: [13, 128, 1367, 134]
- bankers-paragraph: ಕೌಶಲ್ಯಾಭಿವೃದ್ಧಿ ಉದ್ಯಮಶೀಲತೆ ಮತ್ತು ಜೀವನೋಪಾಯ ಇಲಾಖೆಯಡಿ ರಾಷ್ಟ್ರೀಯ ಜೀವನೋಪಾಯ ಅಭಿಯಾನವನ್ನು ಜಿಲ್ಲೆಯ ಗ್ರಾಮೀಣ ಮತ್ತು ನಗರ ಪ್ರದೇಶಗಳಲ್ಲಿ ಅನುಷ್ಠಾನಗೊಳಿಸಲಾಗುತ್ತಿದ್ದು, ಸ್ವ-ಸಹಾಯ ಗುಂಪುಗಳ ಸಾಲ ಸಂಪರ್ಕ ಮತ್ತು ಸ್ವ ಸಹಾಯ ಗುಂಪುಗಳ ಸದಸ್ಯರುಗಳ ವೈಯಕ್ತಿಕ ಉದ್ಯಮ ಹಣಕಾಸು ಸೌಲಭ್ಯ ಕುರಿತು ಹೇಳಿದರು.: [868, 563, 1197, 847]
- zilla-panchayat-sign: ಜಿಲ್ಲಾ ಪಂಚಾಯತ್: [1061, 340, 1208, 367]
